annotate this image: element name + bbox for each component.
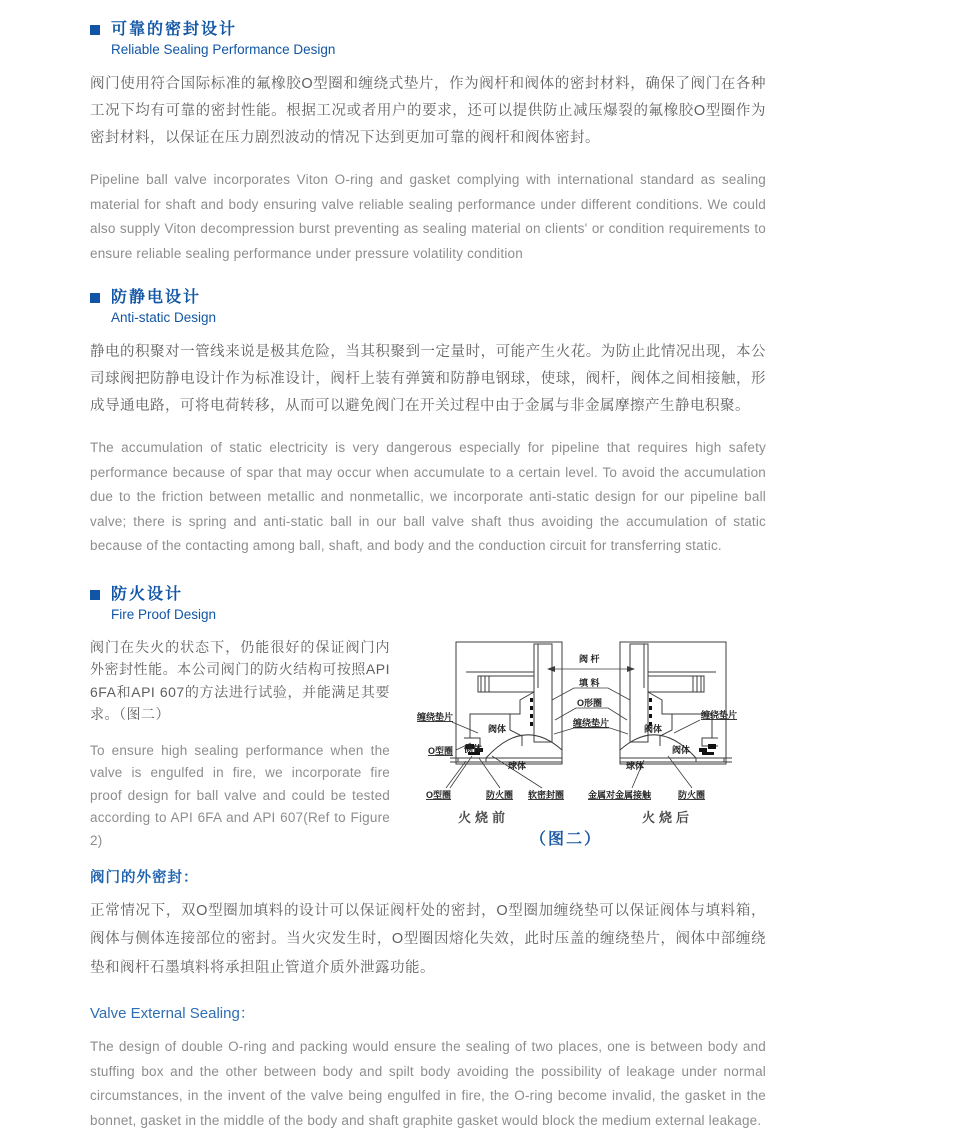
section-external-sealing [90,866,766,1133]
section-anti-static [90,288,766,559]
fig-label-metal-to-metal: 金属对金属接触 [588,789,652,800]
section-fire-proof [90,585,766,856]
fig-label-spiral-gasket-center: 缠绕垫片 [572,717,609,728]
fig-label-spiral-gasket-left: 缠绕垫片 [416,711,453,722]
figure-caption-before: 火烧前 [458,810,509,825]
section-heading [90,585,766,624]
fig-label-o-shape-ring: O形圈 [577,697,602,708]
fig-label-ball-right: 球体 [626,760,644,771]
section-title-en: Reliable Sealing Performance Design [111,40,335,59]
para-fire-proof-cn: 阀门在失火的状态下，仍能很好的保证阀门内外密封性能。本公司阀门的防火结构可按照API 6FA和API 607的方法进行试验，并能满足其要求。（图二） [90,636,390,726]
section-title-cn: 防静电设计 [111,288,216,308]
square-bullet-icon [90,590,100,600]
para-anti-static-cn: 静电的积聚对一管线来说是极其危险，当其积聚到一定量时，可能产生火花。为防止此情况出现，本公司球阀把防静电设计作为标准设计，阀杆上装有弹簧和防静电钢球，使球，阀杆，阀体之间相接触，形成导通电路，可将电荷转移，从而可以避免阀门在开关过程中由于金属与非金属摩擦产生静电积聚。 [90,339,766,420]
content-column [90,20,766,1133]
fig-label-ball-left: 球体 [508,760,526,771]
fig-label-stem: 阀 杆 [579,653,600,664]
section-heading [90,288,766,327]
fire-proof-text-column [90,636,390,856]
section-title-cn: 可靠的密封设计 [111,20,335,40]
figure-number: （图二） [530,829,602,848]
fig-label-fire-ring-right: 防火圈 [678,789,705,800]
section-heading [90,20,766,59]
section-title-en: Anti-static Design [111,308,216,327]
para-anti-static-en: The accumulation of static electricity is very dangerous especially for pipeline that requires high safety performance because of spar that may occur when accumulate to a certain level. To avoid the accumulation due to the friction between metallic and nonmetallic, we incorporate anti-static design for our pipeline ball valve; there is spring and anti-static ball in our ball valve shaft thus avoiding the accumulation of static because of the contacting among ball, shaft, and body and the conduction circuit for transferring static. [90,436,766,559]
fig-label-fire-ring-left: 防火圈 [486,789,513,800]
fire-proof-figure-column [416,636,766,856]
fig-label-packing: 填 料 [579,677,600,688]
section-reliable-sealing [90,20,766,266]
para-reliable-sealing-cn: 阀门使用符合国际标准的氟橡胶O型圈和缠绕式垫片，作为阀杆和阀体的密封材料，确保了阀门在各种工况下均有可靠的密封性能。根据工况或者用户的要求，还可以提供防止减压爆裂的氟橡胶O型圈作为密封材料，以保证在压力剧烈波动的情况下达到更加可靠的阀杆和阀体密封。 [90,71,766,152]
external-sealing-heading-cn: 阀门的外密封： [90,866,766,887]
fig-label-valve-body-right-lower: 阀体 [672,744,690,755]
para-fire-proof-en: To ensure high sealing performance when the valve is engulfed in fire, we incorporate fire proof design for ball valve and could be tested according to API 6FA and API 607(Ref to Figure 2) [90,740,390,853]
fig-label-o-ring-bottom-left: O型圈 [426,789,451,800]
para-external-sealing-cn: 正常情况下，双O型圈加填料的设计可以保证阀杆处的密封，O型圈加缠绕垫可以保证阀体与填料箱，阀体与侧体连接部位的密封。当火灾发生时，O型圈因熔化失效，此时压盖的缠绕垫片，阀体中部缠绕垫和阀杆石墨填料将承担阻止管道介质外泄露功能。 [90,897,766,983]
fig-label-spiral-gasket-right: 缠绕垫片 [700,709,737,720]
fig-label-valve-body-left: 阀体 [488,723,506,734]
fig-label-soft-seal-ring: 软密封圈 [528,789,564,800]
fire-proof-columns [90,636,766,856]
section-title-en: Fire Proof Design [111,605,216,624]
fire-proof-figure [416,636,766,851]
figure-caption-after: 火烧后 [642,810,693,825]
fig-label-valve-body-right-upper: 阀体 [644,723,662,734]
para-reliable-sealing-en: Pipeline ball valve incorporates Viton O-ring and gasket complying with international standard as sealing material for shaft and body ensuring valve reliable sealing performance under different conditions. We could also supply Viton decompression burst preventing as sealing material on clients' or condition requirements to ensure reliable sealing performance under pressure volatility condition [90,168,766,266]
square-bullet-icon [90,25,100,35]
fig-label-side-body: 侧体 [463,743,482,754]
external-sealing-heading-en: Valve External Sealing： [90,1002,766,1023]
section-title-cn: 防火设计 [111,585,216,605]
fig-label-o-ring-mid-left: O型圈 [428,745,453,756]
para-external-sealing-en: The design of double O-ring and packing would ensure the sealing of two places, one is between body and stuffing box and the other between body and spilt body avoiding the possibility of leakage under normal circumstances, in the invent of the valve being engulfed in fire, the O-ring become invalid, the gasket in the bonnet, gasket in the middle of the body and shaft graphite gasket would block the medium external leakage. [90,1035,766,1133]
square-bullet-icon [90,293,100,303]
